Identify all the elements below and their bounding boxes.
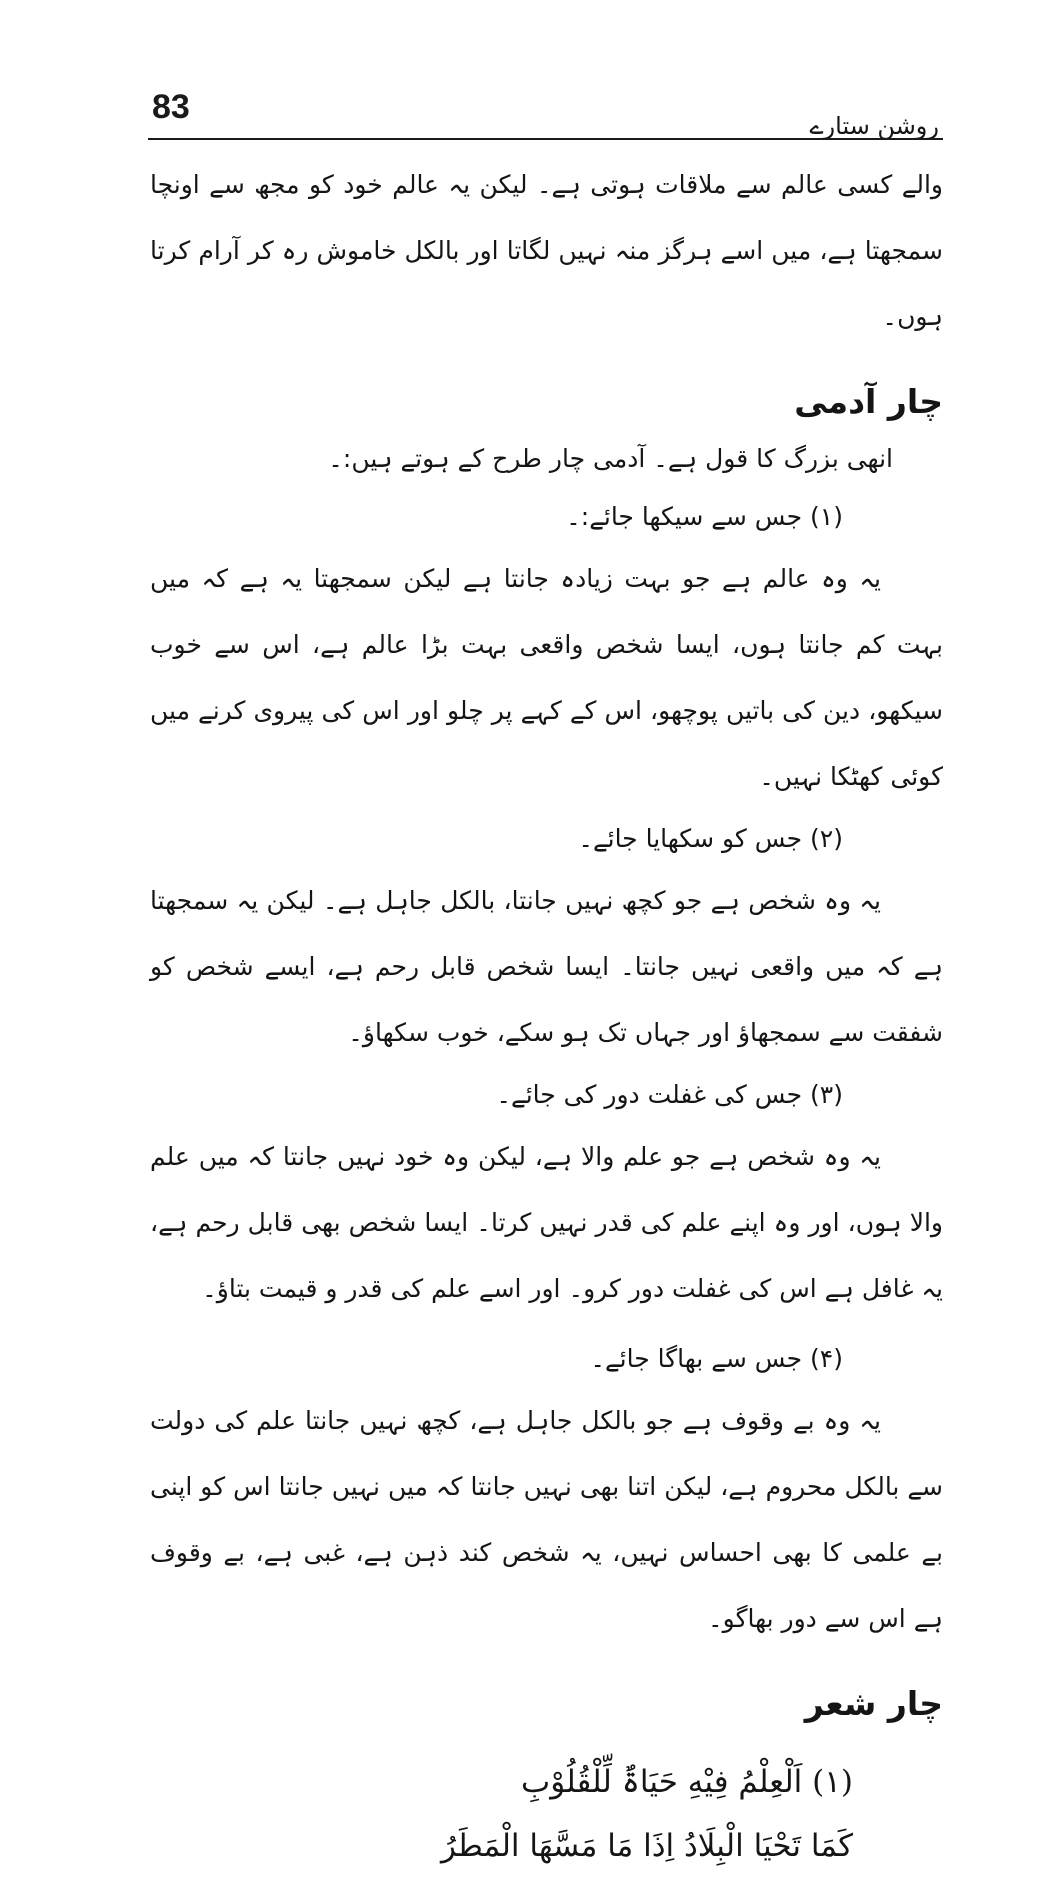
verse-line-1: (۱) اَلْعِلْمُ فِیْهِ حَیَاۃٌ لِّلْقُلُوْبِ (521, 1764, 853, 1800)
item-text-3: یہ وہ شخص ہے جو علم والا ہے، لیکن وہ خود نہیں جانتا کہ میں علم والا ہوں، اور وہ اپنے علم کی قدر نہیں کرتا۔ ایسا شخص بھی قابل رحم ہے، یہ غافل ہے اس کی غفلت دور کرو۔ اور اسے علم کی قدر و قیمت بتاؤ۔ (150, 1142, 943, 1303)
intro-paragraph: والے کسی عالم سے ملاقات ہوتی ہے۔ لیکن یہ عالم خود کو مجھ سے اونچا سمجھتا ہے، میں اسے ہرگز منہ نہیں لگاتا اور بالکل خاموش رہ کر آرام کرتا ہوں۔ (150, 170, 943, 331)
item-text-2: یہ وہ شخص ہے جو کچھ نہیں جانتا، بالکل جاہل ہے۔ لیکن یہ سمجھتا ہے کہ میں واقعی نہیں جانتا۔ ایسا شخص قابل رحم ہے، ایسے شخص کو شفقت سے سمجھاؤ اور جہاں تک ہو سکے، خوب سکھاؤ۔ (150, 886, 943, 1047)
section-heading-four-verses: چار شعر (804, 1684, 943, 1723)
header-rule (148, 138, 943, 140)
section-intro: انھی بزرگ کا قول ہے۔ آدمی چار طرح کے ہوتے ہیں:۔ (328, 444, 893, 473)
item-label-4: (۴) جس سے بھاگا جائے۔ (590, 1344, 843, 1373)
verse-line-2: کَمَا تَحْیَا الْبِلَادُ اِذَا مَا مَسَّهَا الْمَطَرُ (441, 1828, 853, 1864)
item-text-1: یہ وہ عالم ہے جو بہت زیادہ جانتا ہے لیکن سمجھتا یہ ہے کہ میں بہت کم جانتا ہوں، ایسا شخص واقعی بہت بڑا عالم ہے، اس سے خوب سیکھو، دین کی باتیں پوچھو، اس کے کہے پر چلو اور اس کی پیروی کرنے میں کوئی کھٹکا نہیں۔ (150, 564, 943, 791)
item-label-2: (۲) جس کو سکھایا جائے۔ (578, 824, 843, 853)
verse-block (150, 1750, 943, 1878)
running-title: روشن ستارے (809, 112, 939, 140)
section-heading-four-men: چار آدمی (794, 382, 943, 421)
item-label-1: (۱) جس سے سیکھا جائے:۔ (566, 502, 843, 531)
page-number: 83 (152, 88, 190, 126)
item-text-4: یہ وہ بے وقوف ہے جو بالکل جاہل ہے، کچھ نہیں جانتا علم کی دولت سے بالکل محروم ہے، لیکن اتنا بھی نہیں جانتا کہ میں نہیں جانتا اس کو اپنی بے علمی کا بھی احساس نہیں، یہ شخص کند ذہن ہے، غبی ہے، بے وقوف ہے اس سے دور بھاگو۔ (150, 1406, 943, 1633)
page-body (150, 152, 943, 1878)
item-label-3: (۳) جس کی غفلت دور کی جائے۔ (496, 1080, 843, 1109)
